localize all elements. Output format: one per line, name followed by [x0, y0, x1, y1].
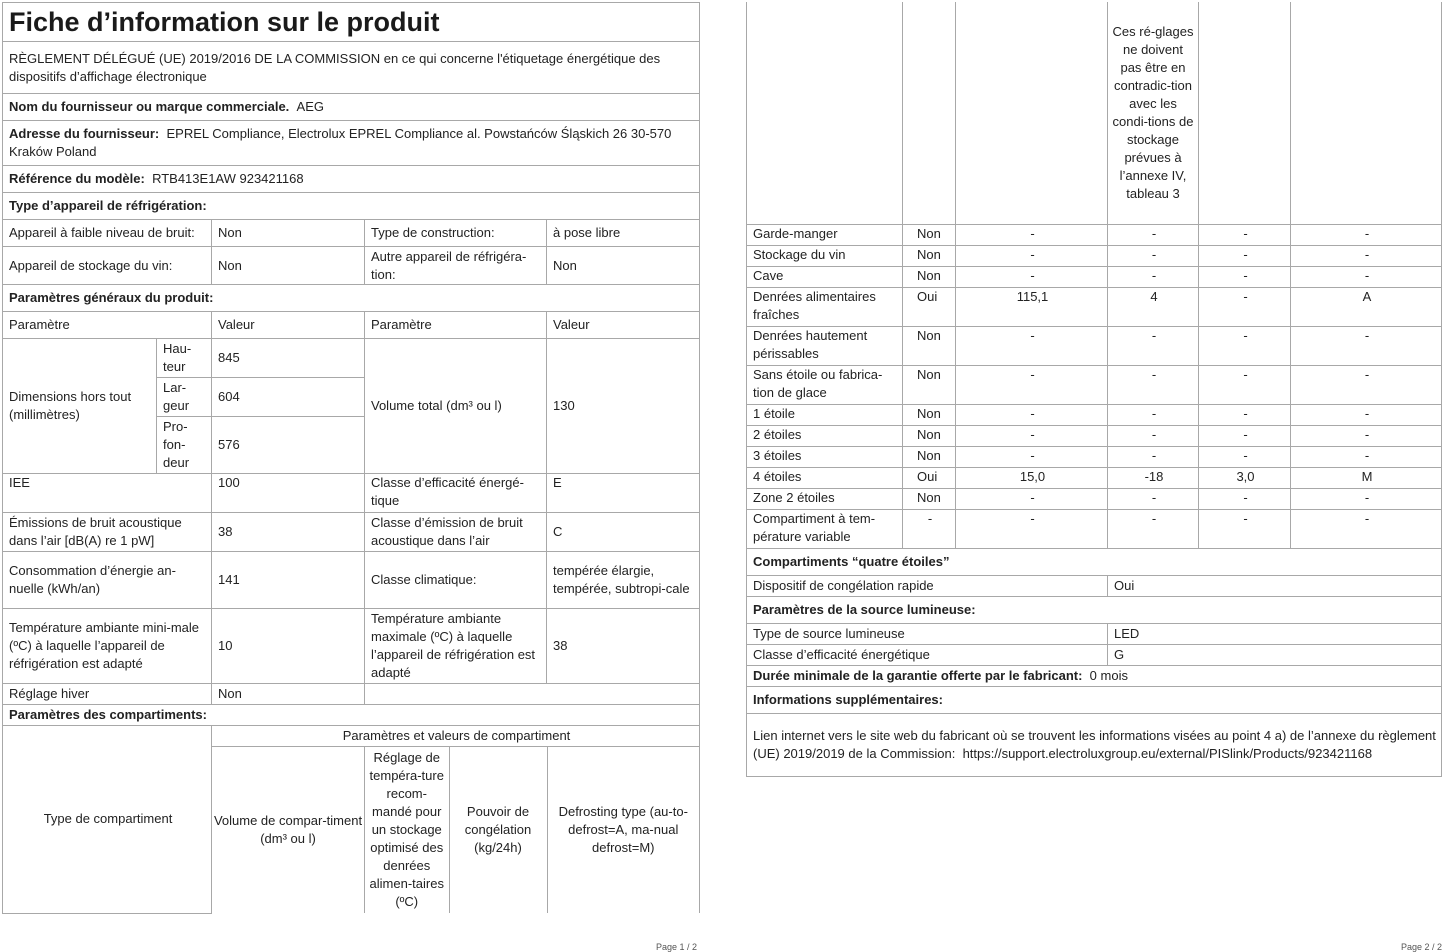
noise-class-label: Classe d’émission de bruit acoustique dans l’air — [365, 513, 547, 552]
light-type-value: LED — [1108, 624, 1442, 645]
compartment-temp: - — [1108, 446, 1199, 467]
supplier-label: Nom du fournisseur ou marque commerciale. — [9, 99, 290, 114]
table-row — [747, 287, 1442, 326]
compartment-freeze: - — [1199, 509, 1291, 548]
compartment-temp: - — [1108, 326, 1199, 365]
extra-text-cell — [747, 714, 1442, 777]
compartment-volume: - — [956, 326, 1108, 365]
low-noise-value: Non — [212, 220, 365, 247]
compartment-defrost: - — [1291, 446, 1442, 467]
compartments-table — [746, 2, 1442, 549]
height-value: 845 — [212, 339, 365, 378]
width-label: Lar-geur — [157, 378, 212, 417]
winter-label: Réglage hiver — [3, 684, 212, 705]
compartment-name: 3 étoiles — [747, 446, 903, 467]
table-row — [747, 365, 1442, 404]
comp-subheader-table — [365, 747, 699, 913]
compartment-temp: - — [1108, 266, 1199, 287]
address-row — [3, 121, 700, 166]
compartment-name: 2 étoiles — [747, 425, 903, 446]
dims-label: Dimensions hors tout (millimètres) — [3, 339, 157, 474]
table-row — [747, 488, 1442, 509]
light-type-label: Type de source lumineuse — [747, 624, 1108, 645]
depth-value: 576 — [212, 417, 365, 474]
wine-value: Non — [212, 247, 365, 285]
header-blank-4 — [1199, 2, 1291, 224]
volume-label: Volume total (dm³ ou l) — [365, 339, 547, 474]
light-class-value: G — [1108, 645, 1442, 666]
address-value: EPREL Compliance, Electrolux EPREL Compliance al. Powstańców Śląskich 26 30-570 Kraków Poland — [9, 126, 672, 159]
compartment-volume: - — [956, 245, 1108, 266]
compartment-defrost: - — [1291, 245, 1442, 266]
climate-value: tempérée élargie, tempérée, subtropi-cale — [547, 552, 700, 609]
height-label: Hau-teur — [157, 339, 212, 378]
page-2-footer: Page 2 / 2 — [1401, 942, 1443, 952]
compartment-present: Non — [903, 488, 956, 509]
winter-value: Non — [212, 684, 365, 705]
tmin-value: 10 — [212, 609, 365, 684]
other-device-label: Autre appareil de réfrigéra-tion: — [365, 247, 547, 285]
compartment-present: Non — [903, 425, 956, 446]
construction-value: à pose libre — [547, 220, 700, 247]
compartment-volume: - — [956, 266, 1108, 287]
comp-subheaders — [365, 747, 700, 914]
compartment-freeze: - — [1199, 266, 1291, 287]
compartment-name: Denrées hautement périssables — [747, 326, 903, 365]
light-class-label: Classe d’efficacité énergétique — [747, 645, 1108, 666]
compartment-present: Non — [903, 326, 956, 365]
header-blank-3 — [956, 2, 1108, 224]
compartment-freeze: - — [1199, 224, 1291, 245]
wine-label: Appareil de stockage du vin: — [3, 247, 212, 285]
compartment-temp: - — [1108, 404, 1199, 425]
table-row — [747, 266, 1442, 287]
col-value-2: Valeur — [547, 312, 700, 339]
compartment-present: Non — [903, 404, 956, 425]
compartment-defrost: - — [1291, 365, 1442, 404]
extra-info-table — [746, 549, 1442, 778]
compartment-volume: - — [956, 509, 1108, 548]
col-param-2: Paramètre — [365, 312, 547, 339]
compartment-rows — [747, 224, 1442, 548]
compartment-freeze: - — [1199, 425, 1291, 446]
eff-class-value: E — [547, 474, 700, 513]
iee-label: IEE — [3, 474, 212, 513]
compartment-temp: -18 — [1108, 467, 1199, 488]
compartment-volume: - — [956, 446, 1108, 467]
compartment-freeze: - — [1199, 446, 1291, 467]
compartment-volume: - — [956, 365, 1108, 404]
compartment-temp: - — [1108, 245, 1199, 266]
page-1 — [2, 2, 699, 914]
compartment-present: - — [903, 509, 956, 548]
compartment-freeze: - — [1199, 245, 1291, 266]
model-value: RTB413E1AW 923421168 — [152, 171, 304, 186]
energy-label: Consommation d’énergie an-nuelle (kWh/an) — [3, 552, 212, 609]
compartments-heading: Paramètres des compartiments: — [3, 705, 700, 726]
compartment-defrost: - — [1291, 509, 1442, 548]
volume-value: 130 — [547, 339, 700, 474]
width-value: 604 — [212, 378, 365, 417]
compartment-freeze: 3,0 — [1199, 467, 1291, 488]
extra-heading: Informations supplémentaires: — [747, 687, 1442, 714]
table-row — [747, 326, 1442, 365]
tmax-value: 38 — [547, 609, 700, 684]
compartment-freeze: - — [1199, 404, 1291, 425]
page-1-footer: Page 1 / 2 — [656, 942, 698, 952]
comp-values-heading: Paramètres et valeurs de compartiment — [212, 726, 700, 747]
fast-freeze-label: Dispositif de congélation rapide — [747, 576, 1108, 597]
header-blank-2 — [903, 2, 956, 224]
noise-label: Émissions de bruit acoustique dans l’air [dB(A) re 1 pW] — [3, 513, 212, 552]
compartment-present: Non — [903, 446, 956, 467]
general-params-heading: Paramètres généraux du produit: — [3, 285, 700, 312]
device-type-heading: Type d’appareil de réfrigération: — [3, 193, 700, 220]
comp-freeze-header: Pouvoir de congélation (kg/24h) — [449, 747, 547, 913]
energy-value: 141 — [212, 552, 365, 609]
compartment-present: Non — [903, 365, 956, 404]
four-star-heading: Compartiments “quatre étoiles” — [747, 549, 1442, 576]
compartment-temp: - — [1108, 488, 1199, 509]
compartment-temp: - — [1108, 224, 1199, 245]
compartment-defrost: - — [1291, 404, 1442, 425]
col-value: Valeur — [212, 312, 365, 339]
iee-value: 100 — [212, 474, 365, 513]
table-row — [747, 224, 1442, 245]
compartment-temp: - — [1108, 365, 1199, 404]
empty-cell — [365, 684, 700, 705]
page-title: Fiche d’information sur le produit — [3, 3, 700, 42]
header-note: Ces ré-glages ne doivent pas être en contradic-tion avec les condi-tions de stockage prévues à l’annexe IV, tableau 3 — [1108, 2, 1199, 224]
table-row — [747, 245, 1442, 266]
comp-type-header: Type de compartiment — [3, 726, 212, 914]
compartment-name: Sans étoile ou fabrica-tion de glace — [747, 365, 903, 404]
compartment-defrost: - — [1291, 425, 1442, 446]
regulation-text: RÈGLEMENT DÉLÉGUÉ (UE) 2019/2016 DE LA COMMISSION en ce qui concerne l'étiquetage énergétique des dispositifs d’affichage électronique — [3, 42, 700, 94]
compartment-present: Non — [903, 266, 956, 287]
noise-value: 38 — [212, 513, 365, 552]
compartment-temp: 4 — [1108, 287, 1199, 326]
noise-class-value: C — [547, 513, 700, 552]
compartment-name: 1 étoile — [747, 404, 903, 425]
compartment-name: 4 étoiles — [747, 467, 903, 488]
warranty-row — [747, 666, 1442, 687]
compartment-defrost: - — [1291, 488, 1442, 509]
compartment-name: Compartiment à tem-pérature variable — [747, 509, 903, 548]
model-row — [3, 166, 700, 193]
comp-temp-header: Réglage de tempéra-ture recom-mandé pour un stockage optimisé des denrées alimen-taires (ºC) — [365, 747, 449, 913]
compartment-name: Garde-manger — [747, 224, 903, 245]
compartment-temp: - — [1108, 425, 1199, 446]
compartment-defrost: - — [1291, 266, 1442, 287]
address-label: Adresse du fournisseur: — [9, 126, 160, 141]
table-row — [747, 404, 1442, 425]
supplier-value: AEG — [296, 99, 324, 114]
compartment-freeze: - — [1199, 326, 1291, 365]
compartment-volume: - — [956, 425, 1108, 446]
compartment-volume: - — [956, 488, 1108, 509]
compartment-volume: 115,1 — [956, 287, 1108, 326]
low-noise-label: Appareil à faible niveau de bruit: — [3, 220, 212, 247]
fast-freeze-value: Oui — [1108, 576, 1442, 597]
other-device-value: Non — [547, 247, 700, 285]
tmin-label: Température ambiante mini-male (ºC) à laquelle l’appareil de réfrigération est adapté — [3, 609, 212, 684]
supplier-row — [3, 94, 700, 121]
table-row — [747, 509, 1442, 548]
eff-class-label: Classe d’efficacité énergé-tique — [365, 474, 547, 513]
page-2 — [746, 2, 1442, 777]
compartment-freeze: - — [1199, 365, 1291, 404]
compartment-volume: 15,0 — [956, 467, 1108, 488]
table-row — [747, 446, 1442, 467]
model-label: Référence du modèle: — [9, 171, 145, 186]
compartment-freeze: - — [1199, 287, 1291, 326]
header-blank-1 — [747, 2, 903, 224]
table-row — [747, 425, 1442, 446]
tmax-label: Température ambiante maximale (ºC) à laquelle l’appareil de réfrigération est adapté — [365, 609, 547, 684]
warranty-value: 0 mois — [1089, 668, 1128, 683]
manufacturer-link[interactable]: https://support.electroluxgroup.eu/external/PISlink/Products/923421168 — [962, 746, 1373, 761]
comp-volume-header-text: Volume de compar-timent (dm³ ou l) — [213, 813, 363, 846]
compartment-name: Zone 2 étoiles — [747, 488, 903, 509]
depth-label: Pro-fon-deur — [157, 417, 212, 474]
col-param: Paramètre — [3, 312, 212, 339]
comp-defrost-header: Defrosting type (au-to-defrost=A, ma-nual defrost=M) — [558, 804, 688, 855]
compartment-name: Denrées alimentaires fraîches — [747, 287, 903, 326]
compartment-present: Non — [903, 224, 956, 245]
table-row — [747, 467, 1442, 488]
compartment-name: Cave — [747, 266, 903, 287]
climate-label: Classe climatique: — [365, 552, 547, 609]
compartment-temp: - — [1108, 509, 1199, 548]
construction-label: Type de construction: — [365, 220, 547, 247]
header-blank-5 — [1291, 2, 1442, 224]
compartment-freeze: - — [1199, 488, 1291, 509]
compartment-volume: - — [956, 404, 1108, 425]
compartment-name: Stockage du vin — [747, 245, 903, 266]
compartment-defrost: - — [1291, 224, 1442, 245]
product-info-table-page1 — [2, 2, 700, 914]
compartment-defrost: M — [1291, 467, 1442, 488]
compartment-defrost: - — [1291, 326, 1442, 365]
compartment-defrost: A — [1291, 287, 1442, 326]
light-heading: Paramètres de la source lumineuse: — [747, 597, 1442, 624]
warranty-label: Durée minimale de la garantie offerte par le fabricant: — [753, 668, 1083, 683]
compartment-present: Oui — [903, 287, 956, 326]
compartment-present: Oui — [903, 467, 956, 488]
compartment-volume: - — [956, 224, 1108, 245]
extra-text: Lien internet vers le site web du fabricant où se trouvent les informations visées au point 4 a) de l’annexe du règlement (UE) 2019/2019 de la Commission: — [753, 728, 1436, 761]
compartment-present: Non — [903, 245, 956, 266]
comp-volume-header — [212, 747, 365, 914]
